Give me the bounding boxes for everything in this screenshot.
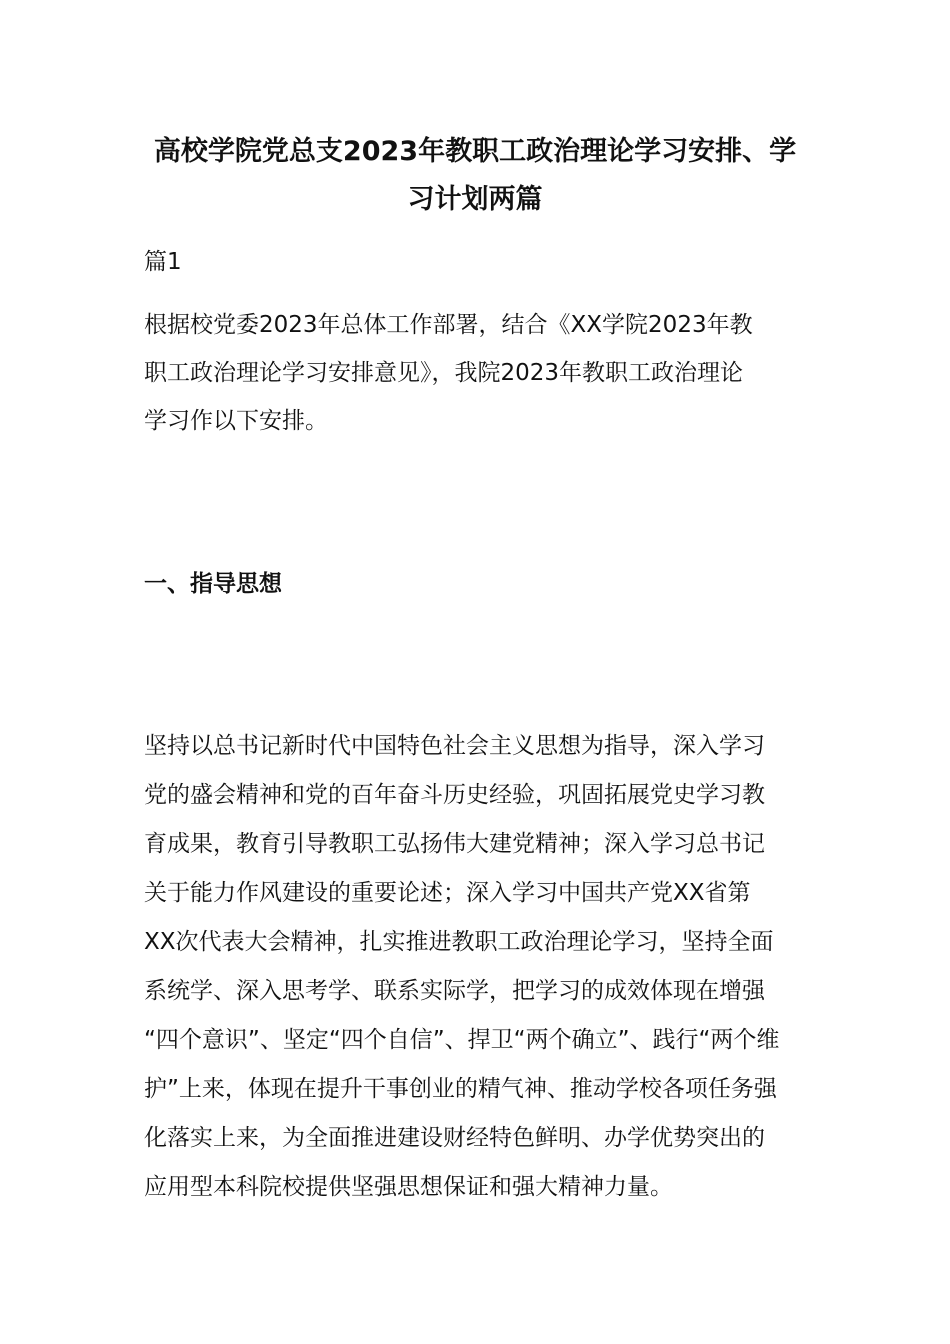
section1-line-6: 系统学、深入思考学、联系实际学，把学习的成效体现在增强 xyxy=(144,978,765,1004)
document-title xyxy=(140,128,810,224)
section1-line-10: 应用型本科院校提供坚强思想保证和强大精神力量。 xyxy=(144,1174,673,1200)
title-line-1: 高校学院党总支2023年教职工政治理论学习安排、学 xyxy=(153,136,797,167)
part-label: 篇1 xyxy=(144,249,182,275)
section1-line-1: 坚持以总书记新时代中国特色社会主义思想为指导，深入学习 xyxy=(144,733,765,759)
section1-line-8: 护”上来，体现在提升干事创业的精气神、推动学校各项任务强 xyxy=(144,1076,777,1102)
section1-line-9: 化落实上来，为全面推进建设财经特色鲜明、办学优势突出的 xyxy=(144,1125,765,1151)
section1-line-3: 育成果，教育引导教职工弘扬伟大建党精神；深入学习总书记 xyxy=(144,831,765,857)
section-heading-guiding-ideology: 一、指导思想 xyxy=(144,571,282,597)
title-line-2: 习计划两篇 xyxy=(407,184,543,215)
intro-line-1: 根据校党委2023年总体工作部署，结合《XX学院2023年教 xyxy=(144,312,753,338)
intro-line-2: 职工政治理论学习安排意见》，我院2023年教职工政治理论 xyxy=(144,360,744,386)
section1-line-7: “四个意识”、坚定“四个自信”、捍卫“两个确立”、践行“两个维 xyxy=(144,1027,780,1053)
section1-line-5: XX次代表大会精神，扎实推进教职工政治理论学习，坚持全面 xyxy=(144,929,774,955)
section1-line-4: 关于能力作风建设的重要论述；深入学习中国共产党XX省第 xyxy=(144,880,751,906)
intro-line-3: 学习作以下安排。 xyxy=(144,408,328,434)
section1-line-2: 党的盛会精神和党的百年奋斗历史经验，巩固拓展党史学习教 xyxy=(144,782,765,808)
